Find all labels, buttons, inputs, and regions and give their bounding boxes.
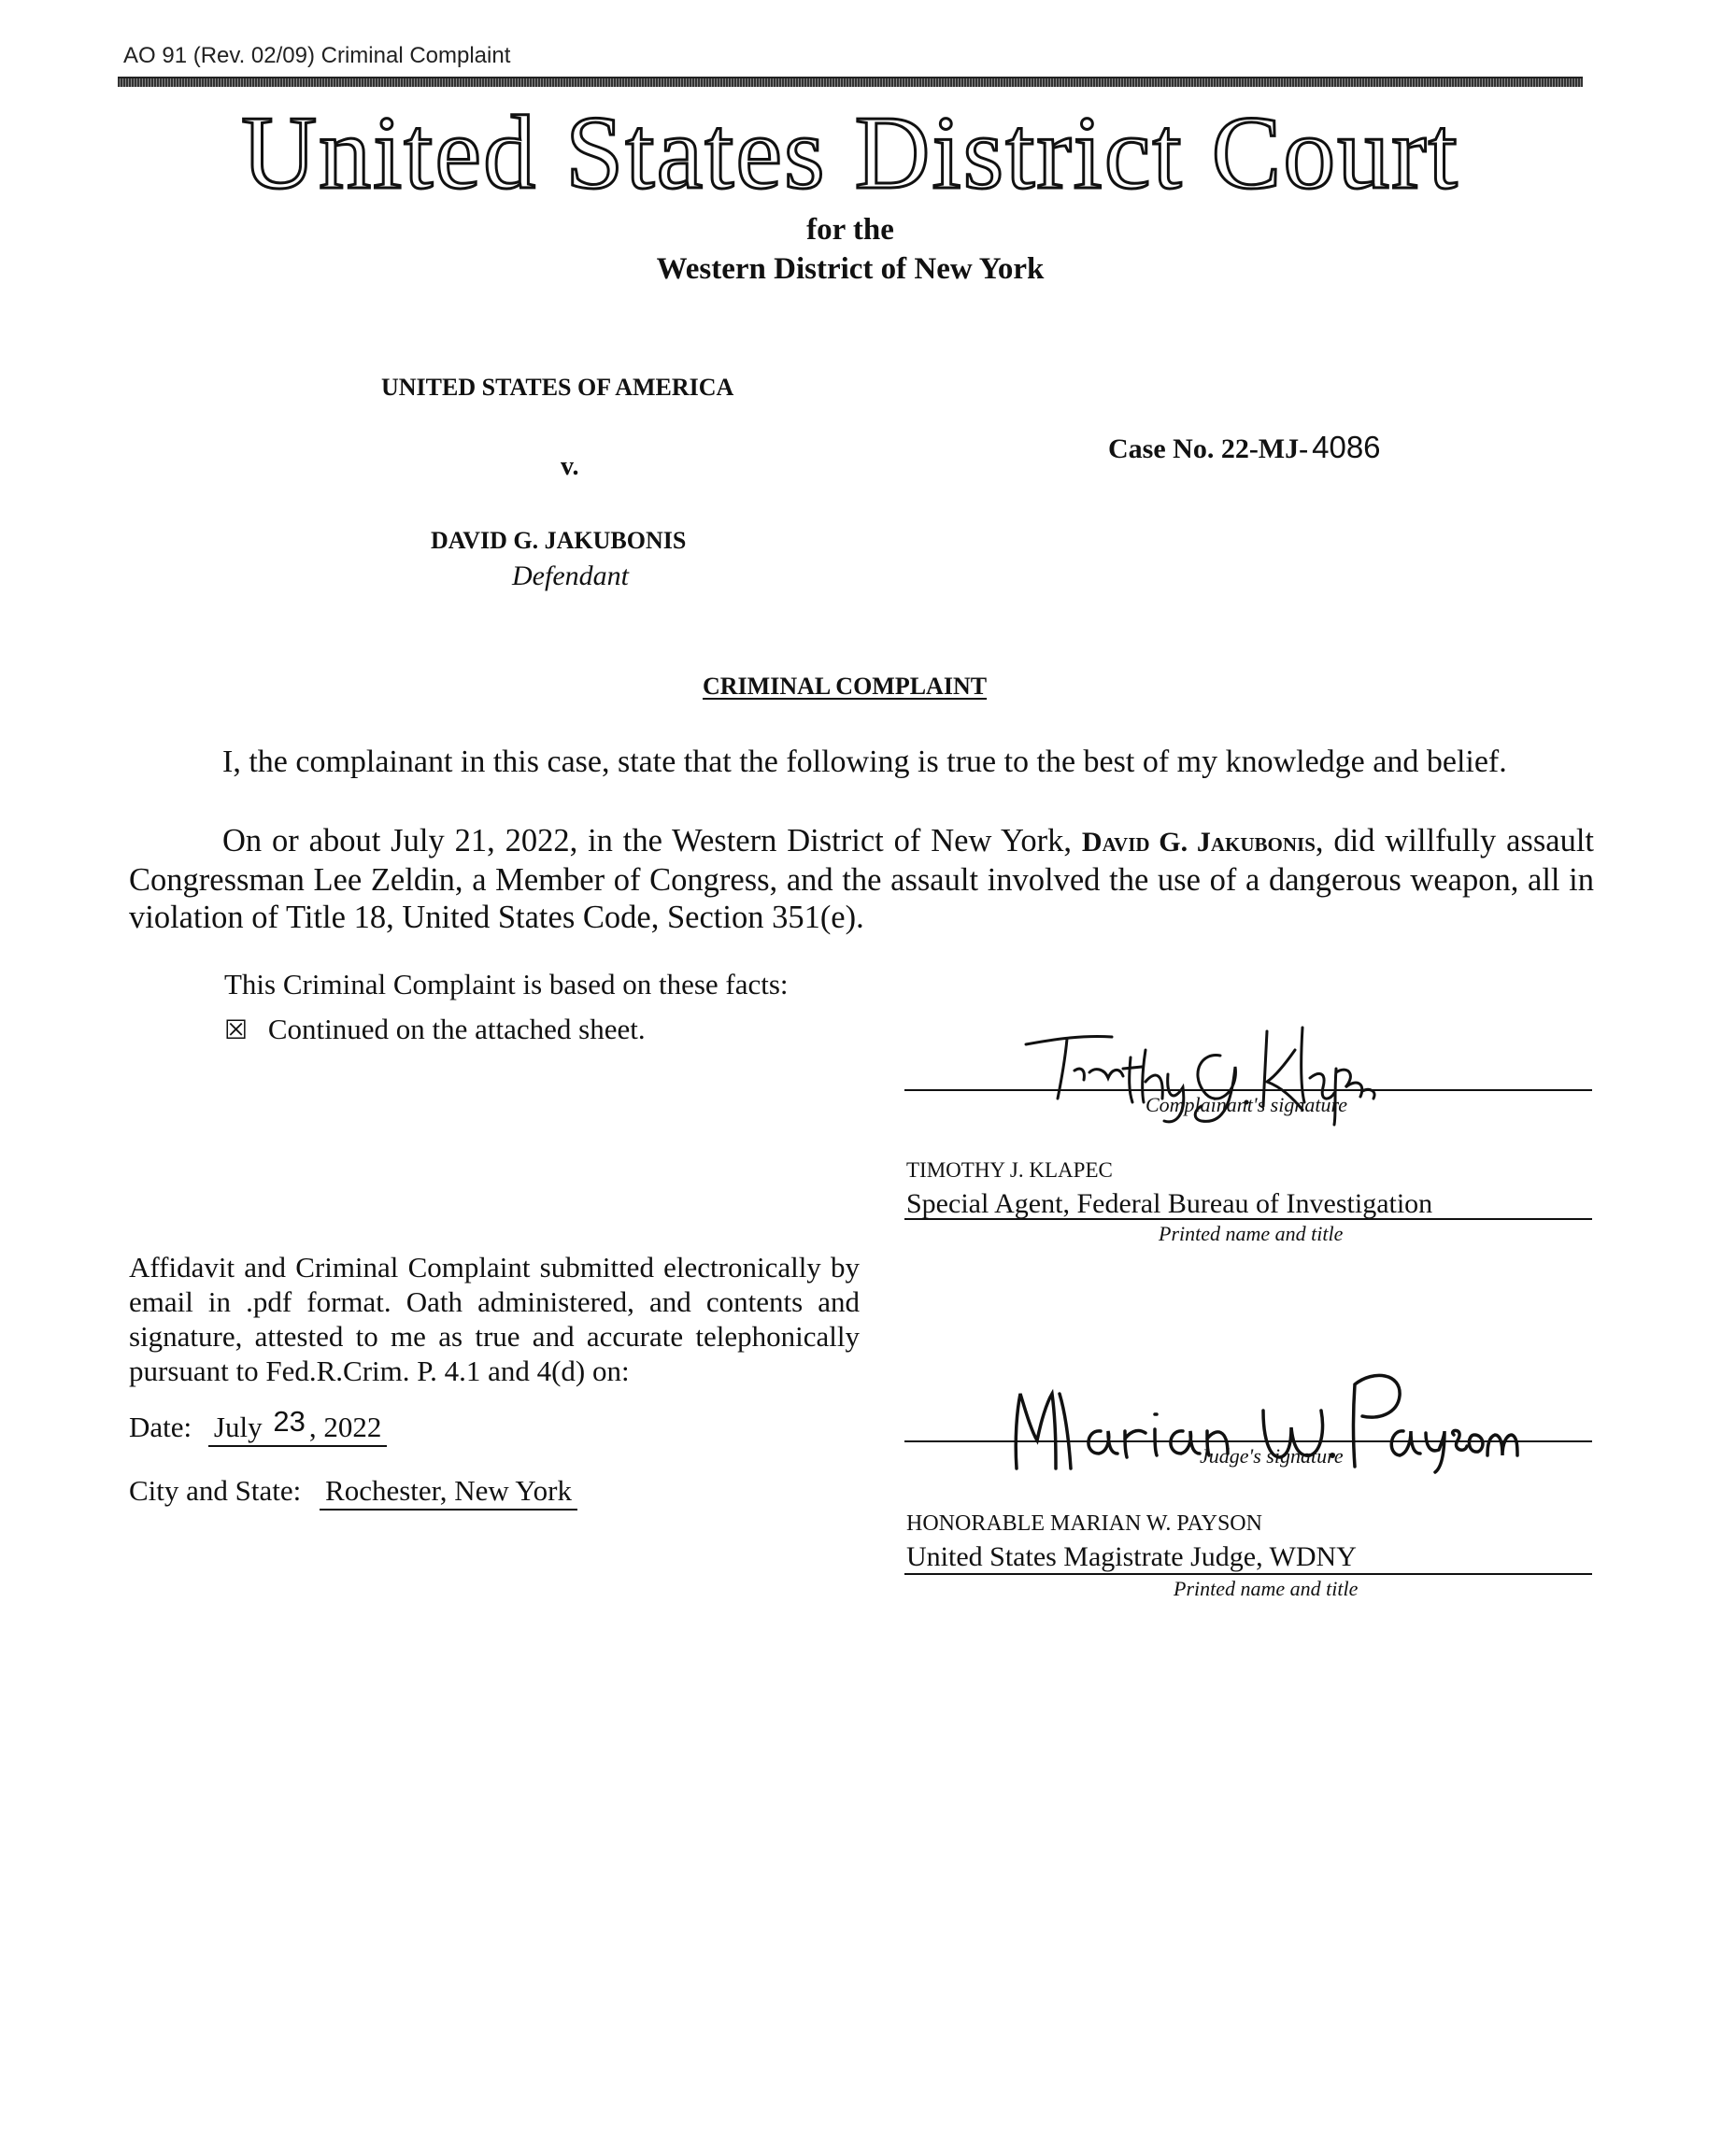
judge-signature-caption: Judge's signature xyxy=(1200,1444,1344,1468)
case-number-label: Case No. 22-MJ- xyxy=(1108,433,1309,464)
case-number-value: 4086 xyxy=(1312,430,1381,464)
date-month: July xyxy=(213,1411,263,1443)
complainant-statement: I, the complainant in this case, state that the following is true to the best of my knowledge and belief. xyxy=(222,745,1507,779)
court-title: United States District Court xyxy=(241,95,1459,211)
judge-printed-caption: Printed name and title xyxy=(1174,1577,1359,1600)
continued-row xyxy=(224,1013,646,1046)
judge-title-line xyxy=(904,1573,1592,1575)
judge-title: United States Magistrate Judge, WDNY xyxy=(906,1541,1357,1572)
checked-box-icon: ☒ xyxy=(224,1014,249,1045)
case-number-block xyxy=(1108,430,1381,465)
date-label: Date: xyxy=(129,1411,192,1443)
date-value xyxy=(208,1405,387,1447)
complainant-printed-caption: Printed name and title xyxy=(1159,1222,1344,1245)
city-value: Rochester, New York xyxy=(320,1474,577,1511)
versus-label: v. xyxy=(561,452,579,481)
for-the-label: for the xyxy=(806,213,894,247)
complainant-printed-name: TIMOTHY J. KLAPEC xyxy=(906,1158,1113,1182)
complainant-title: Special Agent, Federal Bureau of Investigation xyxy=(906,1188,1433,1219)
judge-signature-line xyxy=(904,1440,1592,1442)
facts-label: This Criminal Complaint is based on these facts: xyxy=(224,968,789,1000)
charge-defendant: David G. Jakubonis xyxy=(1081,827,1316,858)
complainant-signature-line xyxy=(904,1089,1592,1091)
affidavit-text: Affidavit and Criminal Complaint submitted electronically by email in .pdf format. Oath administered, and contents and signature, attested to me as true and accurate telephonically pursuant to Fed.R.Crim. P. 4.1 and 4(d) on: xyxy=(129,1251,860,1387)
city-row xyxy=(129,1474,577,1511)
district-name: Western District of New York xyxy=(656,252,1045,286)
defendant-role: Defendant xyxy=(512,560,629,591)
plaintiff-name: UNITED STATES OF AMERICA xyxy=(381,374,734,401)
form-identifier: AO 91 (Rev. 02/09) Criminal Complaint xyxy=(123,43,511,68)
date-year: , 2022 xyxy=(308,1411,382,1443)
header-rule xyxy=(118,77,1583,87)
charge-lead: On or about July 21, 2022, in the Western District of New York, xyxy=(222,823,1073,858)
charge-rest: , did willfully assault Congressman Lee Zeldin, a Member of Congress, and the assault involved the use of a dangerous weapon, all in violation of Title 18, United States Code, Section 351(e). xyxy=(129,823,1594,935)
defendant-name: DAVID G. JAKUBONIS xyxy=(431,527,687,554)
city-label: City and State: xyxy=(129,1474,302,1507)
date-day: 23 xyxy=(273,1405,306,1438)
charge-paragraph xyxy=(129,822,1594,936)
date-row xyxy=(129,1405,387,1447)
continued-label: Continued on the attached sheet. xyxy=(267,1013,646,1045)
judge-printed-name: HONORABLE MARIAN W. PAYSON xyxy=(906,1511,1262,1536)
complaint-heading: CRIMINAL COMPLAINT xyxy=(703,673,988,700)
complainant-signature-caption: Complainant's signature xyxy=(1145,1093,1347,1116)
complainant-title-line xyxy=(904,1218,1592,1220)
